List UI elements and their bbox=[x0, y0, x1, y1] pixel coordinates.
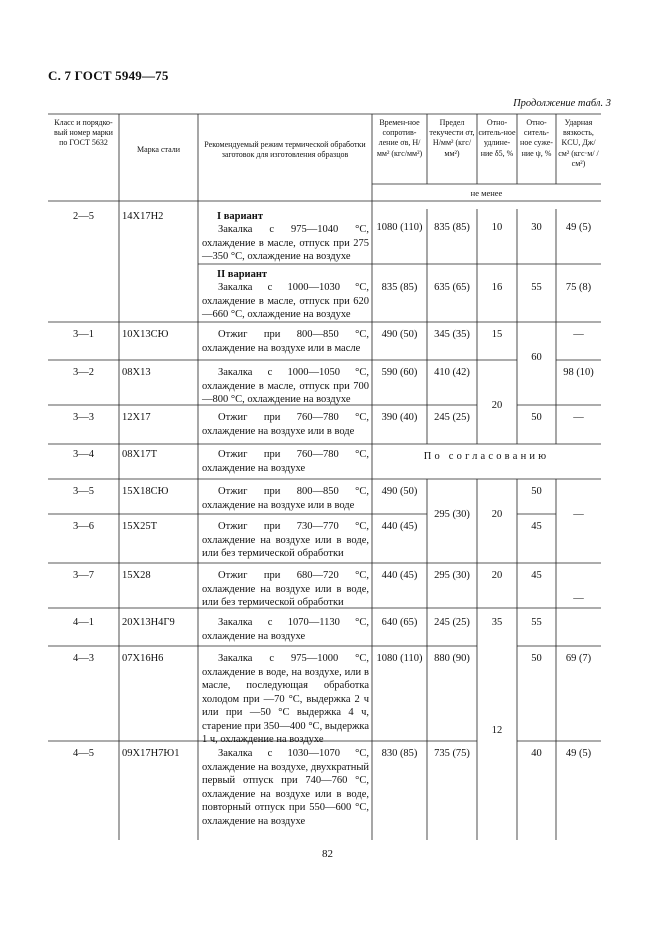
header-elongation: Отно-ситель-ное удлине-ние δ5, % bbox=[478, 118, 516, 158]
row-grade: 15Х18СЮ bbox=[122, 486, 169, 497]
page-number: 82 bbox=[322, 848, 333, 860]
page-header: С. 7 ГОСТ 5949—75 bbox=[48, 68, 169, 83]
row-mode: Закалка с 1070—1130 °С, охлаждение на воздухе bbox=[202, 617, 369, 642]
cell-elongation: 12 bbox=[491, 725, 503, 736]
cell-elongation: 20 bbox=[491, 400, 503, 411]
row-class: 3—5 bbox=[73, 486, 94, 497]
row-mode: Отжиг при 760—780 °С, охлаждение на воздухе bbox=[202, 449, 369, 474]
row-class: 3—6 bbox=[73, 521, 94, 532]
row-class: 4—5 bbox=[73, 748, 94, 759]
cell-elongation: 20 bbox=[491, 570, 503, 581]
cell-yield: 835 (85) bbox=[434, 222, 470, 233]
cell-yield: 735 (75) bbox=[434, 748, 470, 759]
cell-tensile: 640 (65) bbox=[381, 617, 418, 628]
row-class: 3—1 bbox=[73, 329, 94, 340]
cell-tensile: 490 (50) bbox=[381, 329, 418, 340]
cell-tensile: 440 (45) bbox=[381, 570, 418, 581]
cell-yield: 245 (25) bbox=[434, 412, 470, 423]
row-mode: Отжиг при 800—850 °С, охлаждение на воздухе или в воде bbox=[202, 486, 369, 511]
row-mode: Закалка с 1000—1030 °С, охлаждение в масле, отпуск при 620—660 °С, охлаждение на воздухе bbox=[202, 282, 369, 320]
row-mode: Закалка с 1000—1050 °С, охлаждение в масле, отпуск при 700—800 °С, охлаждение на воздухе bbox=[202, 367, 369, 405]
cell-by-agreement: По согласованию bbox=[423, 451, 550, 462]
header-mode: Рекомендуемый режим термической обработки заготовок для изготовления образцов bbox=[204, 140, 366, 160]
row-mode: Отжиг при 760—780 °С, охлаждение на воздухе или в воде bbox=[202, 412, 369, 437]
header-not-less: не менее bbox=[470, 188, 503, 198]
cell-narrowing: 50 bbox=[531, 486, 542, 497]
cell-elongation: 10 bbox=[491, 222, 503, 233]
row-class: 3—2 bbox=[73, 367, 94, 378]
cell-yield: 635 (65) bbox=[434, 282, 470, 293]
row-grade: 08Х17Т bbox=[122, 449, 157, 460]
cell-narrowing: 40 bbox=[531, 748, 542, 759]
header-narrowing: Отно-ситель-ное суже-ние ψ, % bbox=[520, 118, 553, 158]
row-mode: Закалка с 975—1040 °С, охлаждение в масле, отпуск при 275—350 °С, охлаждение на воздухе bbox=[202, 224, 369, 262]
header-tensile: Времен-ное сопротив-ление σв, Н/мм² (кгс/мм²) bbox=[376, 118, 423, 158]
cell-tensile: 1080 (110) bbox=[376, 222, 423, 233]
cell-impact: 49 (5) bbox=[565, 748, 592, 759]
cell-yield: 410 (42) bbox=[434, 367, 470, 378]
cell-yield: 245 (25) bbox=[434, 617, 470, 628]
cell-impact: 75 (8) bbox=[565, 282, 592, 293]
row-class: 4—1 bbox=[73, 617, 94, 628]
row-grade: 09Х17Н7Ю1 bbox=[122, 748, 180, 759]
row-class: 3—7 bbox=[73, 570, 94, 581]
cell-yield: 345 (35) bbox=[434, 329, 470, 340]
cell-impact: 69 (7) bbox=[565, 653, 592, 664]
cell-tensile: 440 (45) bbox=[381, 521, 418, 532]
cell-elongation: 20 bbox=[491, 509, 503, 520]
table-continuation-label: Продолжение табл. 3 bbox=[513, 98, 611, 109]
cell-impact: — bbox=[573, 509, 584, 520]
cell-tensile: 490 (50) bbox=[381, 486, 418, 497]
row-class: 2—5 bbox=[73, 211, 94, 222]
row-mode: Отжиг при 730—770 °С, охлаждение на воздухе или в воде, или без термической обработки bbox=[202, 521, 369, 559]
cell-elongation: 35 bbox=[491, 617, 503, 628]
row-grade: 15Х25Т bbox=[122, 521, 157, 532]
row-mode: Отжиг при 680—720 °С, охлаждение на воздухе или в воде, или без термической обработки bbox=[202, 570, 369, 608]
cell-narrowing: 60 bbox=[531, 352, 542, 363]
row-mode: Закалка с 975—1000 °С, охлаждение в воде, на воздухе, или в масле, последующая обработка холодом при —70 °С, выдержка 2 ч или при —50 °С выдержка 4 ч, старение при 350—400 °С, выдержка 1 ч, охлаждение на воздухе bbox=[202, 653, 369, 745]
cell-narrowing: 30 bbox=[531, 222, 542, 233]
cell-narrowing: 45 bbox=[531, 570, 542, 581]
row-grade: 15Х28 bbox=[122, 570, 151, 581]
cell-tensile: 1080 (110) bbox=[376, 653, 423, 664]
cell-impact: — bbox=[573, 329, 584, 340]
variant-label: II вариант bbox=[217, 269, 268, 280]
cell-tensile: 835 (85) bbox=[381, 282, 418, 293]
row-grade: 20Х13Н4Г9 bbox=[122, 617, 175, 628]
header-grade: Марка стали bbox=[136, 145, 181, 154]
cell-elongation: 15 bbox=[491, 329, 503, 340]
cell-elongation: 16 bbox=[491, 282, 503, 293]
cell-impact: 49 (5) bbox=[565, 222, 592, 233]
cell-narrowing: 55 bbox=[531, 617, 542, 628]
cell-yield: 295 (30) bbox=[434, 509, 470, 520]
cell-narrowing: 50 bbox=[531, 653, 542, 664]
cell-narrowing: 55 bbox=[531, 282, 542, 293]
row-grade: 08Х13 bbox=[122, 367, 151, 378]
cell-impact: 98 (10) bbox=[563, 367, 594, 378]
cell-yield: 880 (90) bbox=[434, 653, 470, 664]
cell-narrowing: 45 bbox=[531, 521, 542, 532]
header-impact: Ударная вязкость, KCU, Дж/см² (кгс·м/ /см²) bbox=[558, 118, 599, 168]
row-mode: Отжиг при 800—850 °С, охлаждение на воздухе или в масле bbox=[202, 329, 369, 354]
row-grade: 07Х16Н6 bbox=[122, 653, 164, 664]
row-grade: 14Х17Н2 bbox=[122, 211, 164, 222]
row-class: 3—4 bbox=[73, 449, 94, 460]
header-yield: Предел текучести σт, Н/мм² (кгс/мм²) bbox=[429, 118, 475, 158]
row-class: 3—3 bbox=[73, 412, 94, 423]
header-class: Класс и порядко-вый номер марки по ГОСТ 5632 bbox=[54, 118, 113, 148]
variant-label: I вариант bbox=[217, 211, 263, 222]
cell-impact: — bbox=[573, 593, 584, 604]
row-mode: Закалка с 1030—1070 °С, охлаждение на воздухе, двухкратный первый отпуск при 740—760 °С, охлаждение на воздухе или в воде, повторный отпуск при 550—600 °С, охлаждение на воздухе bbox=[202, 748, 369, 827]
row-class: 4—3 bbox=[73, 653, 94, 664]
cell-tensile: 590 (60) bbox=[381, 367, 418, 378]
cell-tensile: 830 (85) bbox=[381, 748, 418, 759]
cell-narrowing: 50 bbox=[531, 412, 542, 423]
cell-tensile: 390 (40) bbox=[381, 412, 418, 423]
row-grade: 12Х17 bbox=[122, 412, 151, 423]
cell-impact: — bbox=[573, 412, 584, 423]
row-grade: 10Х13СЮ bbox=[122, 329, 169, 340]
cell-yield: 295 (30) bbox=[434, 570, 470, 581]
